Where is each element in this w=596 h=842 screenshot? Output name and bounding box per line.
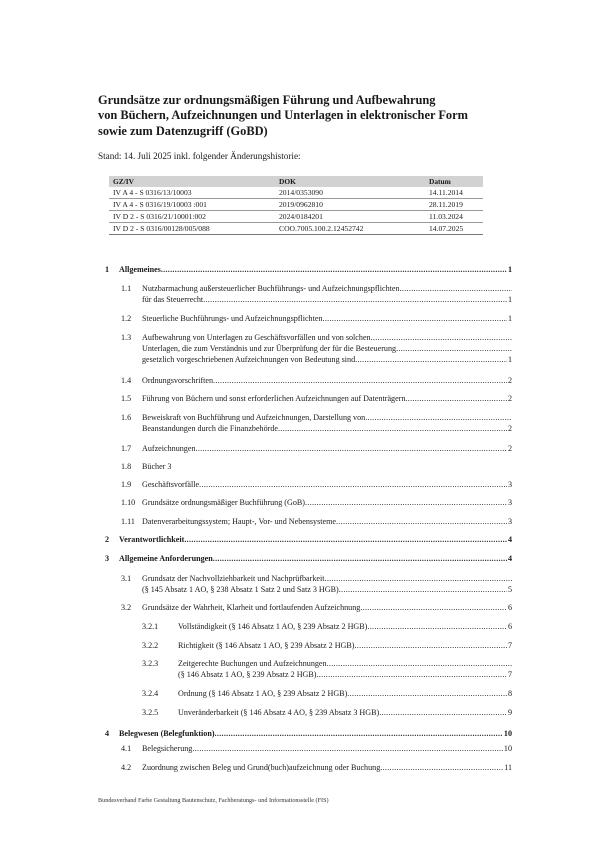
header-datum: Datum bbox=[425, 176, 483, 187]
toc-leader-dots bbox=[203, 294, 507, 305]
cell-datum: 14.11.2014 bbox=[425, 187, 483, 199]
toc-page-number: 10 bbox=[503, 729, 512, 738]
toc-leader-dots bbox=[213, 553, 507, 564]
toc-leader-dots bbox=[213, 375, 507, 386]
toc-line bbox=[178, 688, 512, 699]
toc-number: 3.2.5 bbox=[142, 708, 159, 717]
cell-dok: 2024/0184201 bbox=[275, 211, 425, 223]
toc-title: Grundsatz der Nachvollziehbarkeit und Nachprüfbarkeit bbox=[142, 574, 325, 583]
toc-page-number: 4 bbox=[507, 535, 512, 544]
toc-leader-dots bbox=[278, 423, 507, 434]
toc-leader-dots bbox=[184, 534, 507, 545]
toc-page-number: 8 bbox=[507, 689, 512, 698]
toc-line bbox=[178, 621, 512, 632]
toc-title: Führung von Büchern und sonst erforderlichen Aufzeichnungen auf Datenträgern bbox=[142, 394, 406, 403]
toc-line bbox=[178, 707, 512, 718]
toc-number: 3.2 bbox=[121, 603, 132, 612]
table-row bbox=[109, 223, 483, 235]
toc-line bbox=[142, 283, 512, 294]
toc-line bbox=[142, 443, 512, 454]
toc-number: 4 bbox=[105, 729, 110, 738]
cell-gz: IV A 4 - S 0316/13/10003 bbox=[109, 187, 275, 199]
toc-line bbox=[119, 728, 512, 739]
toc-leader-dots bbox=[339, 584, 507, 595]
toc-line bbox=[142, 412, 512, 423]
toc-line bbox=[142, 294, 512, 305]
page-footer: Bundesverband Farbe Gestaltung Bautenschutz, Fachberatungs- und Informationsstelle (FIS) bbox=[98, 797, 329, 804]
toc-leader-dots bbox=[336, 516, 507, 527]
toc-title: (§ 146 Absatz 1 AO, § 239 Absatz 2 HGB) bbox=[178, 670, 317, 679]
toc-number: 3 bbox=[105, 554, 110, 563]
toc-leader-dots bbox=[400, 283, 512, 294]
cell-gz: IV D 2 - S 0316/00128/005/088 bbox=[109, 223, 275, 235]
table-row bbox=[109, 211, 483, 223]
toc-number: 2 bbox=[105, 535, 110, 544]
toc-page-number: 10 bbox=[503, 744, 512, 753]
toc-title: Grundsätze ordnungsmäßiger Buchführung (GoB) bbox=[142, 498, 305, 507]
toc-leader-dots bbox=[371, 332, 512, 343]
toc-title: Beanstandungen durch die Finanzbehörde bbox=[142, 424, 278, 433]
toc-title: Zeitgerechte Buchungen und Aufzeichnungen bbox=[178, 659, 327, 668]
toc-title: Verantwortlichkeit bbox=[119, 535, 185, 544]
toc-number: 4.2 bbox=[121, 763, 132, 772]
toc-title: Aufzeichnungen bbox=[142, 444, 196, 453]
toc-number: 1.6 bbox=[121, 413, 132, 422]
toc-line bbox=[119, 264, 512, 275]
cell-datum: 28.11.2019 bbox=[425, 199, 483, 211]
toc-leader-dots bbox=[327, 658, 512, 669]
toc-title: Nutzbarmachung außersteuerlicher Buchführungs- und Aufzeichnungspflichten bbox=[142, 284, 400, 293]
toc-title: Aufbewahrung von Unterlagen zu Geschäftsvorfällen und von solchen bbox=[142, 333, 371, 342]
cell-datum: 14.07.2025 bbox=[425, 223, 483, 235]
toc-page-number: 2 bbox=[507, 394, 512, 403]
toc-line bbox=[142, 762, 512, 773]
toc-leader-dots bbox=[379, 707, 507, 718]
toc-title: Unveränderbarkeit (§ 146 Absatz 4 AO, § 239 Absatz 3 HGB) bbox=[178, 708, 380, 717]
toc-title: Geschäftsvorfälle bbox=[142, 480, 200, 489]
toc-leader-dots bbox=[316, 669, 506, 680]
toc-title: Allgemeines bbox=[119, 265, 161, 274]
toc-number: 3.2.3 bbox=[142, 659, 159, 668]
toc-title: Grundsätze der Wahrheit, Klarheit und fortlaufenden Aufzeichnung bbox=[142, 603, 361, 612]
cell-gz: IV A 4 - S 0316/19/10003 :001 bbox=[109, 199, 275, 211]
toc-line bbox=[142, 516, 512, 527]
toc-line bbox=[142, 332, 512, 343]
toc-page-number: 9 bbox=[507, 708, 512, 717]
toc-page-number: 6 bbox=[507, 622, 512, 631]
toc-line bbox=[142, 354, 512, 365]
toc-number: 3.2.1 bbox=[142, 622, 159, 631]
toc-title: (§ 145 Absatz 1 AO, § 238 Absatz 1 Satz 2 und Satz 3 HGB) bbox=[142, 585, 339, 594]
toc-line bbox=[142, 343, 512, 354]
toc-number: 3.1 bbox=[121, 574, 132, 583]
toc-title: Beweiskraft von Buchführung und Aufzeichnungen, Darstellung von bbox=[142, 413, 366, 422]
cell-dok: COO.7005.100.2.12452742 bbox=[275, 223, 425, 235]
toc-page-number: 1 bbox=[507, 295, 512, 304]
cell-dok: 2019/0962810 bbox=[275, 199, 425, 211]
toc-leader-dots bbox=[360, 602, 507, 613]
toc-page-number: 5 bbox=[507, 585, 512, 594]
toc-page-number: 3 bbox=[507, 498, 512, 507]
toc-number: 1 bbox=[105, 265, 110, 274]
toc-leader-dots bbox=[367, 621, 507, 632]
toc-line bbox=[142, 743, 512, 754]
toc-page-number: 2 bbox=[507, 424, 512, 433]
toc-line bbox=[178, 658, 512, 669]
toc-page-number: 1 bbox=[507, 314, 512, 323]
toc-number: 1.4 bbox=[121, 376, 132, 385]
toc-page-number: 1 bbox=[507, 355, 512, 364]
title-line-1: Grundsätze zur ordnungsmäßigen Führung und Aufbewahrung bbox=[98, 93, 436, 107]
toc-number: 4.1 bbox=[121, 744, 132, 753]
toc-number: 1.5 bbox=[121, 394, 132, 403]
toc-line bbox=[119, 534, 512, 545]
toc-number: 1.2 bbox=[121, 314, 132, 323]
toc-page-number: 4 bbox=[507, 554, 512, 563]
toc-page-number: 7 bbox=[507, 670, 512, 679]
table-row bbox=[109, 199, 483, 211]
toc-title: Belegsicherung bbox=[142, 744, 193, 753]
toc-page-number: 1 bbox=[507, 265, 512, 274]
stand-note: Stand: 14. Juli 2025 inkl. folgender Änderungshistorie: bbox=[98, 151, 301, 161]
toc-page-number: 7 bbox=[507, 641, 512, 650]
toc-number: 1.11 bbox=[121, 517, 135, 526]
toc-page-number: 2 bbox=[507, 376, 512, 385]
toc-line bbox=[142, 461, 512, 472]
toc-leader-dots bbox=[161, 264, 507, 275]
header-dok: DOK bbox=[275, 176, 425, 187]
toc-number: 1.8 bbox=[121, 462, 132, 471]
toc-number: 1.7 bbox=[121, 444, 132, 453]
toc-page-number: 6 bbox=[507, 603, 512, 612]
cell-dok: 2014/0353090 bbox=[275, 187, 425, 199]
toc-leader-dots bbox=[405, 393, 507, 404]
toc-number: 1.10 bbox=[121, 498, 136, 507]
toc-line bbox=[142, 375, 512, 386]
toc-number: 1.3 bbox=[121, 333, 132, 342]
toc-line bbox=[142, 393, 512, 404]
toc-leader-dots bbox=[325, 573, 513, 584]
toc-title: für das Steuerrecht bbox=[142, 295, 204, 304]
title-line-3: sowie zum Datenzugriff (GoBD) bbox=[98, 123, 268, 138]
toc-line bbox=[142, 602, 512, 613]
header-gz: GZ/IV bbox=[109, 176, 275, 187]
cell-datum: 11.03.2024 bbox=[425, 211, 483, 223]
toc-line bbox=[178, 669, 512, 680]
toc-leader-dots bbox=[305, 497, 507, 508]
toc-leader-dots bbox=[199, 479, 507, 490]
toc-line bbox=[142, 479, 512, 490]
toc-title: Unterlagen, die zum Verständnis und zur Überprüfung der für die Besteuerung bbox=[142, 344, 397, 353]
toc-page-number: 3 bbox=[507, 517, 512, 526]
document-title bbox=[98, 93, 518, 139]
toc-number: 3.2.4 bbox=[142, 689, 159, 698]
toc-title: Datenverarbeitungssystem; Haupt-, Vor- und Nebensysteme bbox=[142, 517, 336, 526]
toc-line bbox=[142, 313, 512, 324]
toc-title: Ordnungsvorschriften bbox=[142, 376, 214, 385]
toc-line bbox=[142, 423, 512, 434]
title-line-2: von Büchern, Aufzeichnungen und Unterlagen in elektronischer Form bbox=[98, 108, 468, 123]
toc-line bbox=[142, 584, 512, 595]
toc-leader-dots bbox=[196, 443, 507, 454]
toc-title: Belegwesen (Belegfunktion) bbox=[119, 729, 215, 738]
toc-leader-dots bbox=[347, 688, 507, 699]
toc-title: Vollständigkeit (§ 146 Absatz 1 AO, § 239 Absatz 2 HGB) bbox=[178, 622, 368, 631]
toc-title: Bücher 3 bbox=[142, 462, 172, 471]
toc-number: 1.1 bbox=[121, 284, 132, 293]
toc-title: Richtigkeit (§ 146 Absatz 1 AO, § 239 Absatz 2 HGB) bbox=[178, 641, 355, 650]
toc-title: gesetzlich vorgeschriebenen Aufzeichnungen von Bedeutung sind bbox=[142, 355, 356, 364]
toc-title: Ordnung (§ 146 Absatz 1 AO, § 239 Absatz 2 HGB) bbox=[178, 689, 348, 698]
toc-number: 3.2.2 bbox=[142, 641, 159, 650]
toc-line bbox=[142, 573, 512, 584]
toc-page-number: 2 bbox=[507, 444, 512, 453]
table-header-row bbox=[109, 176, 483, 187]
toc-leader-dots bbox=[192, 743, 503, 754]
toc-title: Zuordnung zwischen Beleg und Grund(buch)aufzeichnung oder Buchung bbox=[142, 763, 381, 772]
toc-leader-dots bbox=[355, 354, 507, 365]
toc-leader-dots bbox=[354, 640, 506, 651]
toc-leader-dots bbox=[323, 313, 507, 324]
toc-number: 1.9 bbox=[121, 480, 132, 489]
toc-leader-dots bbox=[215, 728, 503, 739]
toc-page-number: 11 bbox=[504, 763, 512, 772]
table-row bbox=[109, 187, 483, 199]
cell-gz: IV D 2 - S 0316/21/10001:002 bbox=[109, 211, 275, 223]
toc-title: Steuerliche Buchführungs- und Aufzeichnungspflichten bbox=[142, 314, 323, 323]
toc-line bbox=[142, 497, 512, 508]
toc-title: Allgemeine Anforderungen bbox=[119, 554, 213, 563]
toc-leader-dots bbox=[396, 343, 512, 354]
toc-page-number: 3 bbox=[507, 480, 512, 489]
change-history-table bbox=[109, 176, 483, 235]
toc-leader-dots bbox=[380, 762, 503, 773]
toc-leader-dots bbox=[365, 412, 512, 423]
toc-line bbox=[178, 640, 512, 651]
toc-line bbox=[119, 553, 512, 564]
